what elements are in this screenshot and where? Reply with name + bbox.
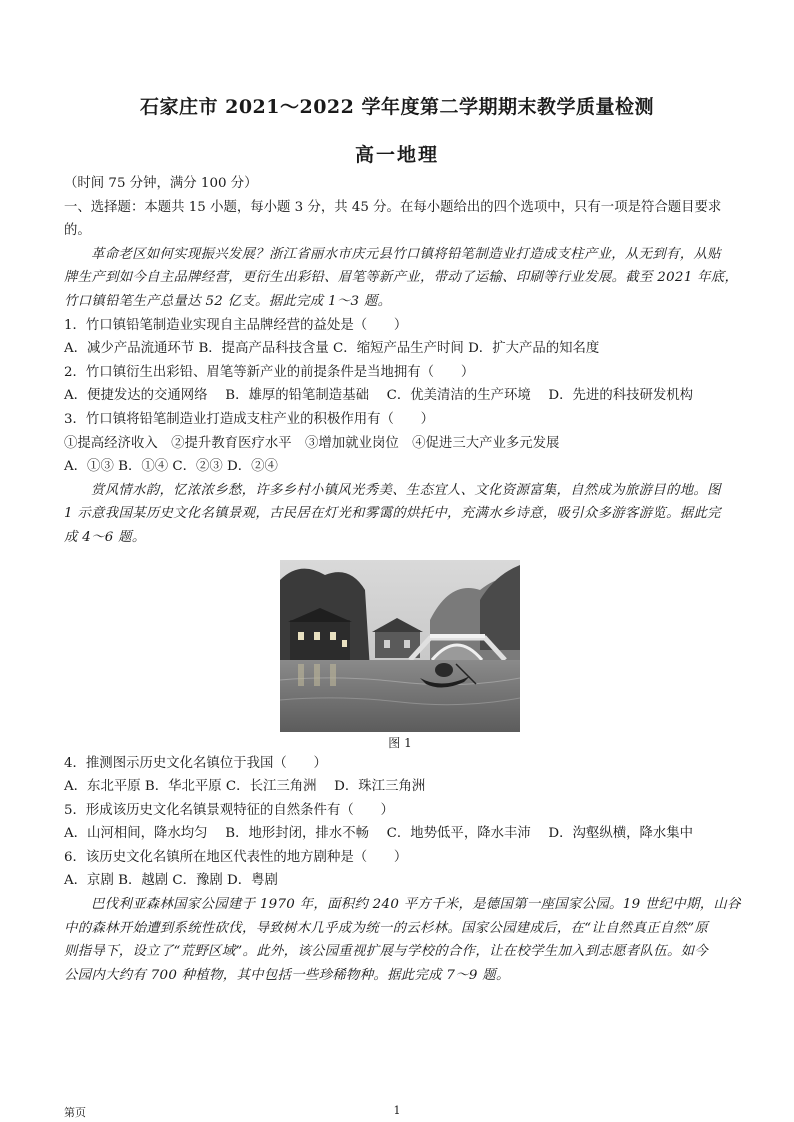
exam-content — [64, 172, 741, 987]
question-3-stem: 3．竹口镇将铅笔制造业打造成支柱产业的积极作用有（ ） — [64, 411, 435, 427]
question-4-stem: 4．推测图示历史文化名镇位于我国（ ） — [64, 755, 327, 771]
question-1-options: A．减少产品流通环节 B．提高产品科技含量 C．缩短产品生产时间 D．扩大产品的知名度 — [64, 341, 600, 357]
passage-3-line: 中的森林开始遭到系统性砍伐，导致树木几乎成为统一的云杉林。国家公园建成后，在“让自然真正自然”原 — [64, 920, 709, 936]
page-number: 1 — [393, 1104, 401, 1117]
passage-2-line: 成 4～6 题。 — [64, 529, 146, 545]
section-instruction-line-2: 的。 — [64, 223, 91, 239]
section-instruction-line-1: 一、选择题：本题共 15 小题，每小题 3 分，共 45 分。在每小题给出的四个选项中，只有一项是符合题目要求 — [64, 199, 722, 215]
question-2-stem: 2．竹口镇衍生出彩铅、眉笔等新产业的前提条件是当地拥有（ ） — [64, 364, 475, 380]
passage-1-line: 革命老区如何实现振兴发展？浙江省丽水市庆元县竹口镇将铅笔制造业打造成支柱产业，从无到有，从贴 — [91, 246, 721, 262]
passage-1-line: 竹口镇铅笔生产总量达 52 亿支。据此完成 1～3 题。 — [64, 293, 392, 309]
passage-2 — [64, 479, 736, 550]
question-4-options: A．东北平原 B．华北平原 C．长江三角洲 D．珠江三角洲 — [64, 779, 426, 795]
figure-1 — [64, 560, 736, 752]
question-6-options: A．京剧 B．越剧 C．豫剧 D．粤剧 — [64, 873, 278, 889]
water-town-photo — [280, 560, 520, 732]
passage-3-line: 公园内大约有 700 种植物，其中包括一些珍稀物种。据此完成 7～9 题。 — [64, 967, 510, 983]
passage-1-line: 牌生产到如今自主品牌经营，更衍生出彩铅、眉笔等新产业，带动了运输、印刷等行业发展。截至 2021 年底， — [64, 270, 739, 286]
passage-1 — [64, 243, 739, 314]
exam-title: 石家庄市 2021～2022 学年度第二学期期末教学质量检测 — [140, 96, 654, 118]
passage-3-line: 巴伐利亚森林国家公园建于 1970 年，面积约 240 平方千米，是德国第一座国家公园。19 世纪中期，山谷 — [91, 897, 741, 913]
question-2-options: A．便捷发达的交通网络 B．雄厚的铅笔制造基础 C．优美清洁的生产环境 D．先进的科技研发机构 — [64, 388, 694, 404]
question-1-stem: 1．竹口镇铅笔制造业实现自主品牌经营的益处是（ ） — [64, 317, 408, 333]
question-5-options: A．山河相间，降水均匀 B．地形封闭，排水不畅 C．地势低平，降水丰沛 D．沟壑纵横，降水集中 — [64, 826, 694, 842]
question-6-stem: 6．该历史文化名镇所在地区代表性的地方剧种是（ ） — [64, 849, 408, 865]
footer-label: 第页 — [64, 1106, 86, 1119]
exam-info: （时间 75 分钟，满分 100 分） — [64, 176, 258, 191]
passage-2-line: 1 示意我国某历史文化名镇景观，古民居在灯光和雾霭的烘托中，充满水乡诗意，吸引众多游客游览。据此完 — [64, 506, 721, 522]
passage-2-line: 赏风情水韵，忆浓浓乡愁，许多乡村小镇风光秀美、生态宜人、文化资源富集，自然成为旅游目的地。图 — [91, 482, 721, 498]
figure-caption: 图 1 — [388, 735, 412, 750]
passage-3-line: 则指导下，设立了“荒野区域”。此外，该公园重视扩展与学校的合作，让在校学生加入到志愿者队伍。如今 — [64, 944, 709, 960]
question-5-stem: 5．形成该历史文化名镇景观特征的自然条件有（ ） — [64, 802, 394, 818]
subject-title: 高一地理 — [354, 144, 439, 166]
passage-3 — [64, 893, 741, 987]
question-3-options: A．①③ B．①④ C．②③ D．②④ — [64, 459, 278, 475]
question-3-choices: ①提高经济收入 ②提升教育医疗水平 ③增加就业岗位 ④促进三大产业多元发展 — [64, 435, 560, 451]
